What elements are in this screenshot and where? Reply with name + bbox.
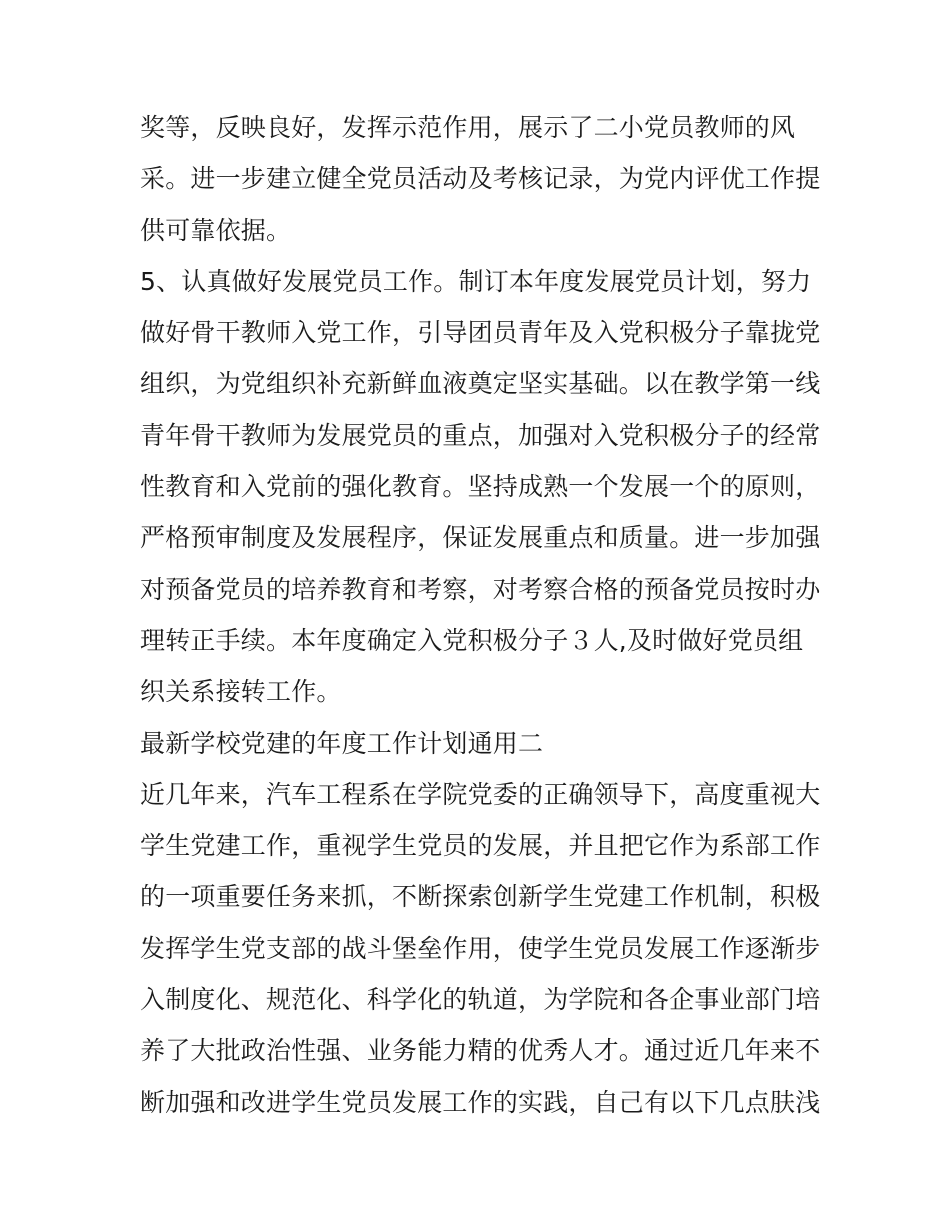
text-line: 理转正手续。本年度确定入党积极分子３人,及时做好党员组 [140,625,804,655]
text-line: 采。进一步建立健全党员活动及考核记录，为党内评优工作提 [140,164,821,194]
section-heading: 最新学校党建的年度工作计划通用二 [140,728,544,758]
text-line: 发挥学生党支部的战斗堡垒作用，使学生党员发展工作逐渐步 [140,933,821,963]
text-line: 组织，为党组织补充新鲜血液奠定坚实基础。以在教学第一线 [140,369,821,399]
text-line: 养了大批政治性强、业务能力精的优秀人才。通过近几年来不 [140,1036,821,1066]
text-line: 性教育和入党前的强化教育。坚持成熟一个发展一个的原则， [140,472,821,502]
text-line: 严格预审制度及发展程序，保证发展重点和质量。进一步加强 [140,523,821,553]
text-line: 对预备党员的培养教育和考察，对考察合格的预备党员按时办 [140,574,821,604]
text-line: 入制度化、规范化、科学化的轨道，为学院和各企事业部门培 [140,985,821,1015]
text-line: 学生党建工作，重视学生党员的发展，并且把它作为系部工作 [140,831,821,861]
text-line: 青年骨干教师为发展党员的重点，加强对入党积极分子的经常 [140,420,821,450]
text-line: 5、认真做好发展党员工作。制订本年度发展党员计划，努力 [140,266,812,296]
text-line: 做好骨干教师入党工作，引导团员青年及入党积极分子靠拢党 [140,318,821,348]
text-line: 断加强和改进学生党员发展工作的实践，自己有以下几点肤浅 [140,1087,821,1117]
text-line: 奖等，反映良好，发挥示范作用，展示了二小党员教师的风 [140,113,796,142]
document-body [140,102,820,1128]
text-line: 近几年来，汽车工程系在学院党委的正确领导下，高度重视大 [140,779,821,809]
text-line: 织关系接转工作。 [140,677,342,707]
text-line: 供可靠依据。 [140,215,292,245]
text-line: 的一项重要任务来抓，不断探索创新学生党建工作机制，积极 [140,882,821,912]
